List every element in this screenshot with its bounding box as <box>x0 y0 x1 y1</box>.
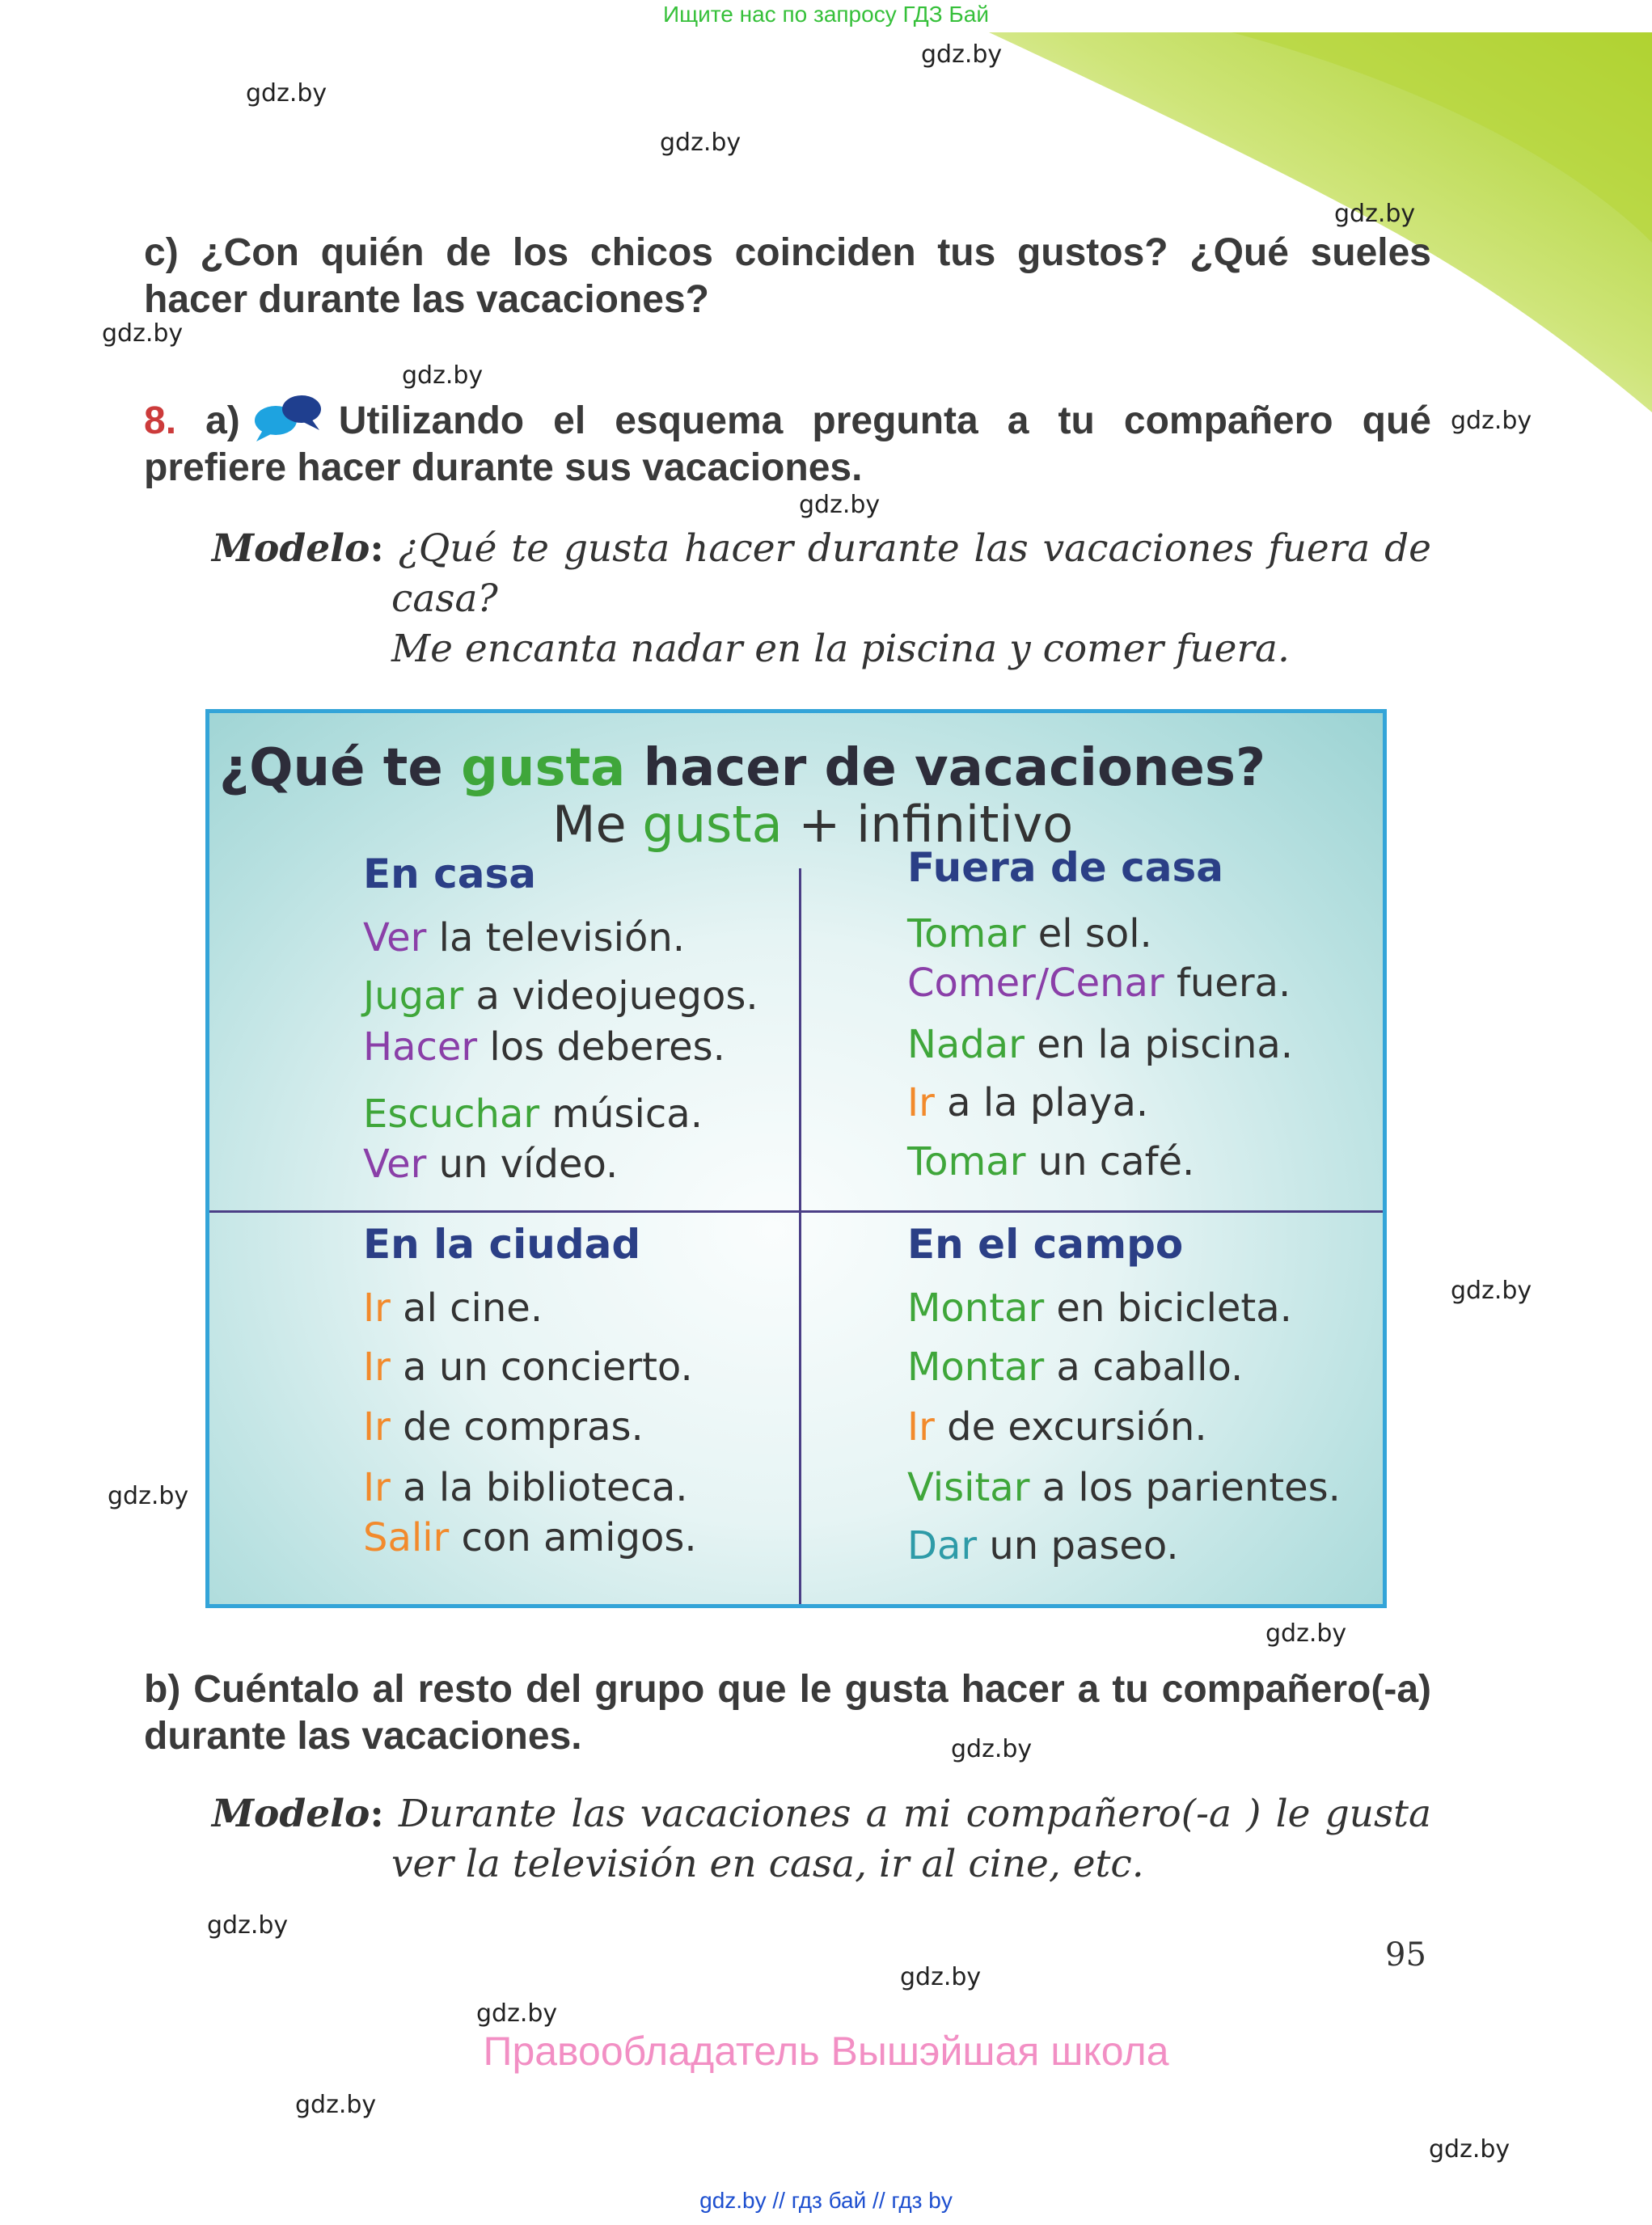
list-item: Hacer los deberes. <box>363 1024 725 1070</box>
corner-decoration <box>989 32 1652 412</box>
quadrant-heading-en-casa: En casa <box>363 851 537 897</box>
vacation-activities-scheme <box>205 709 1387 1608</box>
watermark: gdz.by <box>246 79 327 108</box>
list-item: Nadar en la piscina. <box>907 1022 1294 1067</box>
list-item: Ir a la playa. <box>907 1080 1149 1125</box>
list-item: Ver la televisión. <box>363 915 685 961</box>
copyright-owner: Правообладатель Вышэйшая школа <box>483 2029 1169 2074</box>
list-item: Montar en bicicleta. <box>907 1286 1292 1331</box>
list-item: Ir al cine. <box>363 1286 543 1331</box>
watermark: gdz.by <box>108 1482 189 1510</box>
list-item: Visitar a los parientes. <box>907 1465 1341 1510</box>
list-item: Ir a la biblioteca. <box>363 1465 688 1510</box>
footer-links[interactable]: gdz.by // гдз бай // гдз by <box>699 2188 953 2213</box>
watermark: gdz.by <box>1334 200 1416 228</box>
modelo-example-2: Modelo: Durante las vacaciones a mi compañero(-a ) le gusta ver la televisión en casa, ir al cine, etc. <box>212 1789 1431 1889</box>
page-number: 95 <box>1385 1936 1426 1974</box>
list-item: Ir a un concierto. <box>363 1345 693 1390</box>
modelo-line: Durante las vacaciones a mi compañero(-a ) le gusta <box>398 1792 1431 1836</box>
scheme-title: ¿Qué te gusta hacer de vacaciones? <box>219 738 1266 798</box>
speech-bubbles-icon <box>251 391 324 443</box>
list-item: Comer/Cenar fuera. <box>907 961 1291 1006</box>
quadrant-heading-en-el-campo: En el campo <box>907 1221 1184 1268</box>
watermark: gdz.by <box>102 319 184 348</box>
modelo-line: Me encanta nadar en la piscina y comer fuera. <box>391 627 1290 671</box>
list-item: Tomar un café. <box>907 1139 1195 1184</box>
watermark: gdz.by <box>921 40 1003 69</box>
task-part-label: a) <box>205 399 240 442</box>
watermark: gdz.by <box>1451 1277 1532 1305</box>
watermark: gdz.by <box>900 1963 982 1991</box>
watermark: gdz.by <box>1265 1619 1347 1648</box>
watermark: gdz.by <box>1451 407 1532 435</box>
modelo-line: ver la televisión en casa, ir al cine, etc. <box>391 1842 1144 1886</box>
list-item: Salir con amigos. <box>363 1515 697 1560</box>
list-item: Dar un paseo. <box>907 1523 1179 1568</box>
quadrant-heading-fuera-de-casa: Fuera de casa <box>907 844 1223 891</box>
vertical-divider <box>799 868 801 1604</box>
watermark: gdz.by <box>799 491 881 519</box>
watermark: gdz.by <box>476 1999 558 2028</box>
task-8a <box>144 391 1431 492</box>
watermark: gdz.by <box>207 1911 289 1940</box>
list-item: Ir de compras. <box>363 1404 644 1450</box>
task-number: 8. <box>144 399 177 442</box>
modelo-label: Modelo <box>212 1792 370 1836</box>
list-item: Ver un vídeo. <box>363 1142 619 1187</box>
modelo-line: ¿Qué te gusta hacer durante las vacaciones fuera de <box>398 526 1431 571</box>
list-item: Escuchar música. <box>363 1091 703 1137</box>
task-b-text: b) Cuéntalo al resto del grupo que le gusta hacer a tu compañero(-a) durante las vacaciones. <box>144 1668 1431 1758</box>
quadrant-heading-en-la-ciudad: En la ciudad <box>363 1221 641 1268</box>
watermark: gdz.by <box>402 361 484 390</box>
watermark: gdz.by <box>295 2091 377 2119</box>
task-8a-text: Utilizando el esquema pregunta a tu compañero qué prefiere hacer durante sus vacaciones. <box>144 399 1431 489</box>
task-c-text: c) ¿Con quién de los chicos coinciden tus gustos? ¿Qué sueles hacer durante las vacaciones? <box>144 231 1431 321</box>
list-item: Jugar a videojuegos. <box>363 973 758 1019</box>
watermark: gdz.by <box>660 129 741 157</box>
modelo-line: casa? <box>391 576 498 621</box>
top-banner[interactable]: Ищите нас по запросу ГДЗ Бай <box>662 2 990 27</box>
modelo-label: Modelo <box>212 526 370 571</box>
watermark: gdz.by <box>1429 2135 1510 2164</box>
list-item: Ir de excursión. <box>907 1404 1207 1450</box>
horizontal-divider <box>209 1210 1383 1213</box>
scheme-subtitle: Me gusta + infinitivo <box>552 795 1074 854</box>
list-item: Tomar el sol. <box>907 911 1152 956</box>
modelo-example-1: Modelo: ¿Qué te gusta hacer durante las vacaciones fuera de casa? Me encanta nadar en la piscina y comer fuera. <box>212 524 1431 674</box>
watermark: gdz.by <box>951 1735 1033 1763</box>
list-item: Montar a caballo. <box>907 1345 1244 1390</box>
